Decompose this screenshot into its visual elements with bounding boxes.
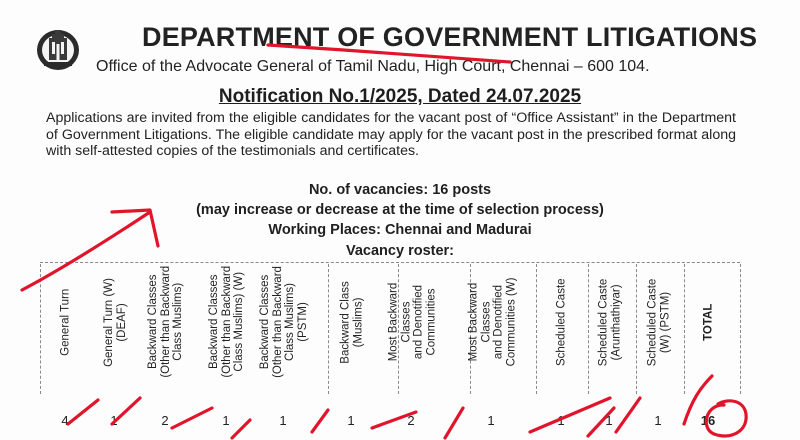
roster-vacancy-count: 1: [605, 413, 613, 428]
tamil-nadu-emblem-icon: [34, 24, 82, 72]
roster-column-header: [203, 266, 251, 378]
roster-vacancy-count: 1: [487, 413, 495, 428]
roster-vacancy-count: 4: [61, 413, 69, 428]
roster-column-label: Backward Classes (Other than Backward Class Muslims): [147, 266, 185, 378]
working-places: Working Places: Chennai and Madurai: [268, 222, 532, 238]
department-title: DEPARTMENT OF GOVERNMENT LITIGATIONS: [142, 22, 758, 52]
roster-column-header: [328, 266, 376, 378]
office-address: Office of the Advocate General of Tamil Nadu, High Court, Chennai – 600 104.: [96, 58, 650, 75]
tick-mark-7: [445, 408, 463, 438]
roster-vacancy-count: 1: [110, 413, 118, 428]
vacancies-count: No. of vacancies: 16 posts: [308, 182, 492, 198]
roster-column-label: Scheduled Caste: [555, 278, 568, 366]
notification-heading: Notification No.1/2025, Dated 24.07.2025: [218, 86, 582, 107]
vacancies-note: (may increase or decrease at the time of selection process): [196, 202, 604, 218]
roster-column-header: [468, 266, 516, 378]
roster-vacancy-count: 1: [279, 413, 287, 428]
roster-column-label: Backward Classes (Other than Backward Class Muslims) (PSTM): [259, 266, 309, 378]
roster-column-label: Scheduled Caste (Arunthathiyar): [597, 278, 622, 366]
column-rule: [740, 264, 741, 394]
roster-column-label: TOTAL: [702, 303, 715, 341]
roster-column-label: Most Backward Classes and Denotified Communities (W): [467, 277, 517, 367]
roster-vacancy-count: 1: [557, 413, 565, 428]
notification-body: Applications are invited from the eligible candidates for the vacant post of “Office Assistant” in the Department of Government Litigations. The eligible candidate may apply for the vacant post in the prescribed format along with self-attested copies of the testimonials and certificates.: [46, 110, 736, 159]
roster-column-label: Most Backward Classes and Denotified Communities: [387, 282, 437, 362]
roster-column-label: Backward Class (Muslims): [339, 280, 365, 364]
roster-column-header: [586, 266, 634, 378]
roster-vacancy-count: 1: [347, 413, 355, 428]
roster-vacancy-count: 2: [407, 413, 415, 428]
roster-column-header: [91, 266, 139, 378]
column-rule: [40, 264, 41, 394]
roster-column-label: Backward Classes (Other than Backward Class Muslims) (W): [208, 266, 246, 378]
roster-vacancy-count: 1: [654, 413, 662, 428]
roster-column-header: [42, 266, 90, 378]
roster-column-header: [635, 266, 683, 378]
column-rule: [536, 264, 537, 394]
roster-vacancy-count: 16: [700, 413, 716, 428]
roster-column-label: General Turn: [59, 288, 72, 356]
roster-title: Vacancy roster:: [345, 243, 454, 259]
roster-column-header: [538, 266, 586, 378]
roster-column-header: [260, 266, 308, 378]
roster-column-header: [388, 266, 436, 378]
roster-column-header: [685, 266, 733, 378]
roster-vacancy-count: 2: [161, 413, 169, 428]
tick-mark-5: [312, 410, 328, 432]
roster-column-label: General Turn (W) (DEAF): [102, 277, 128, 367]
table-top-rule: [40, 262, 740, 263]
roster-vacancy-count: 1: [222, 413, 230, 428]
roster-column-label: Scheduled Caste (W) (PSTM): [646, 278, 671, 366]
roster-column-header: [142, 266, 190, 378]
